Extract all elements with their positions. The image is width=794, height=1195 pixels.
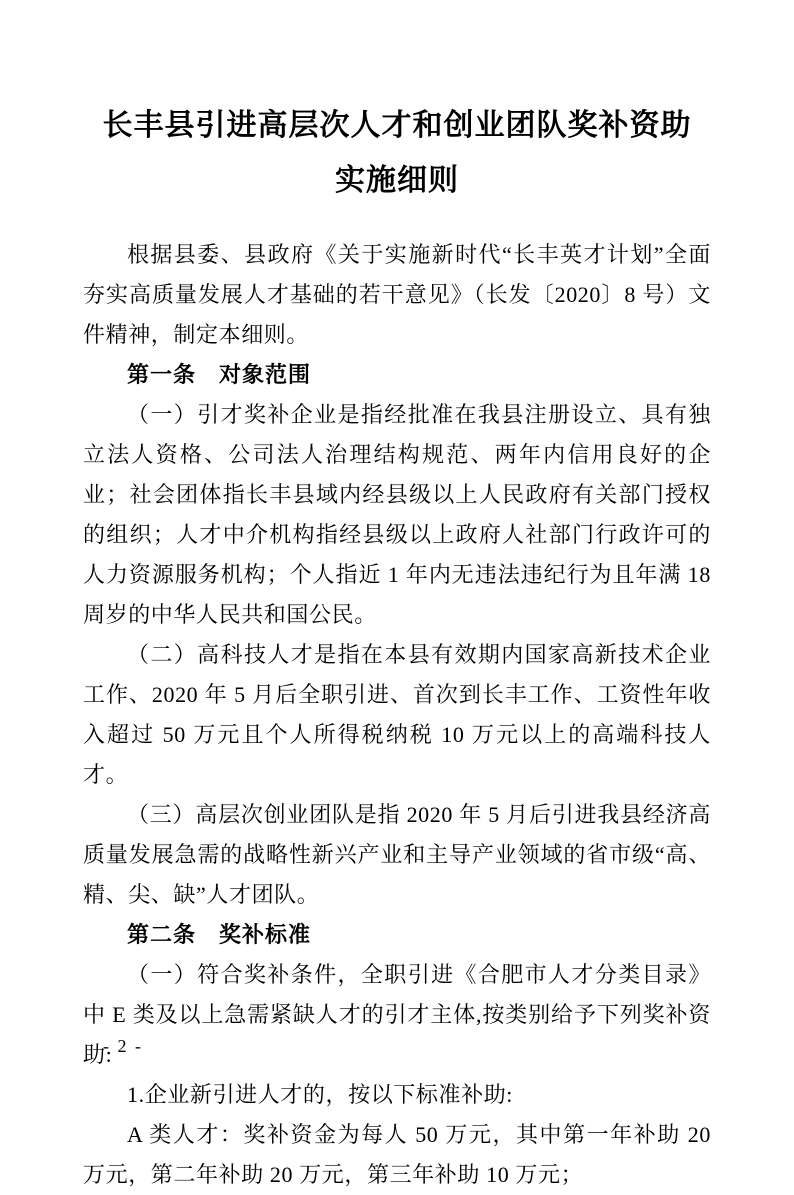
document-title xyxy=(83,98,711,208)
paragraph-article1-item2: （二）高科技人才是指在本县有效期内国家高新技术企业工作、2020 年 5 月后全职引进、首次到长丰工作、工资性年收入超过 50 万元且个人所得税纳税 10 万元以上的高端科技人才。 xyxy=(83,642,711,787)
page-number: - 2 - xyxy=(103,1036,143,1056)
title-line-1: 长丰县引进高层次人才和创业团队奖补资助 xyxy=(102,109,692,142)
title-line-2: 实施细则 xyxy=(335,164,459,197)
paragraph-article1-item3: （三）高层次创业团队是指 2020 年 5 月后引进我县经济高质量发展急需的战略性新兴产业和主导产业领域的省市级“高、精、尖、缺”人才团队。 xyxy=(83,802,711,907)
document-body xyxy=(83,235,711,1195)
paragraph-article1-item1: （一）引才奖补企业是指经批准在我县注册设立、具有独立法人资格、公司法人治理结构规范、两年内信用良好的企业；社会团体指长丰县域内经县级以上人民政府有关部门授权的组织；人才中介机构指经县级以上政府人社部门行政许可的人力资源服务机构；个人指近 1 年内无违法违纪行为且年满 18 周岁的中华人民共和国公民。 xyxy=(83,402,711,627)
heading-article-2: 第二条 奖补标准 xyxy=(127,922,312,947)
paragraph-class-a-talent: A 类人才：奖补资金为每人 50 万元，其中第一年补助 20 万元，第二年补助 20 万元，第三年补助 10 万元； xyxy=(83,1122,711,1187)
paragraph-intro: 根据县委、县政府《关于实施新时代“长丰英才计划”全面夯实高质量发展人才基础的若干意见》（长发〔2020〕8 号）文件精神，制定本细则。 xyxy=(83,242,711,347)
heading-article-1: 第一条 对象范围 xyxy=(127,362,312,387)
paragraph-article2-sub1: 1.企业新引进人才的，按以下标准补助: xyxy=(127,1082,514,1107)
paragraph-article2-item1: （一）符合奖补条件，全职引进《合肥市人才分类目录》中 E 类及以上急需紧缺人才的引才主体,按类别给予下列奖补资助: xyxy=(83,962,711,1067)
